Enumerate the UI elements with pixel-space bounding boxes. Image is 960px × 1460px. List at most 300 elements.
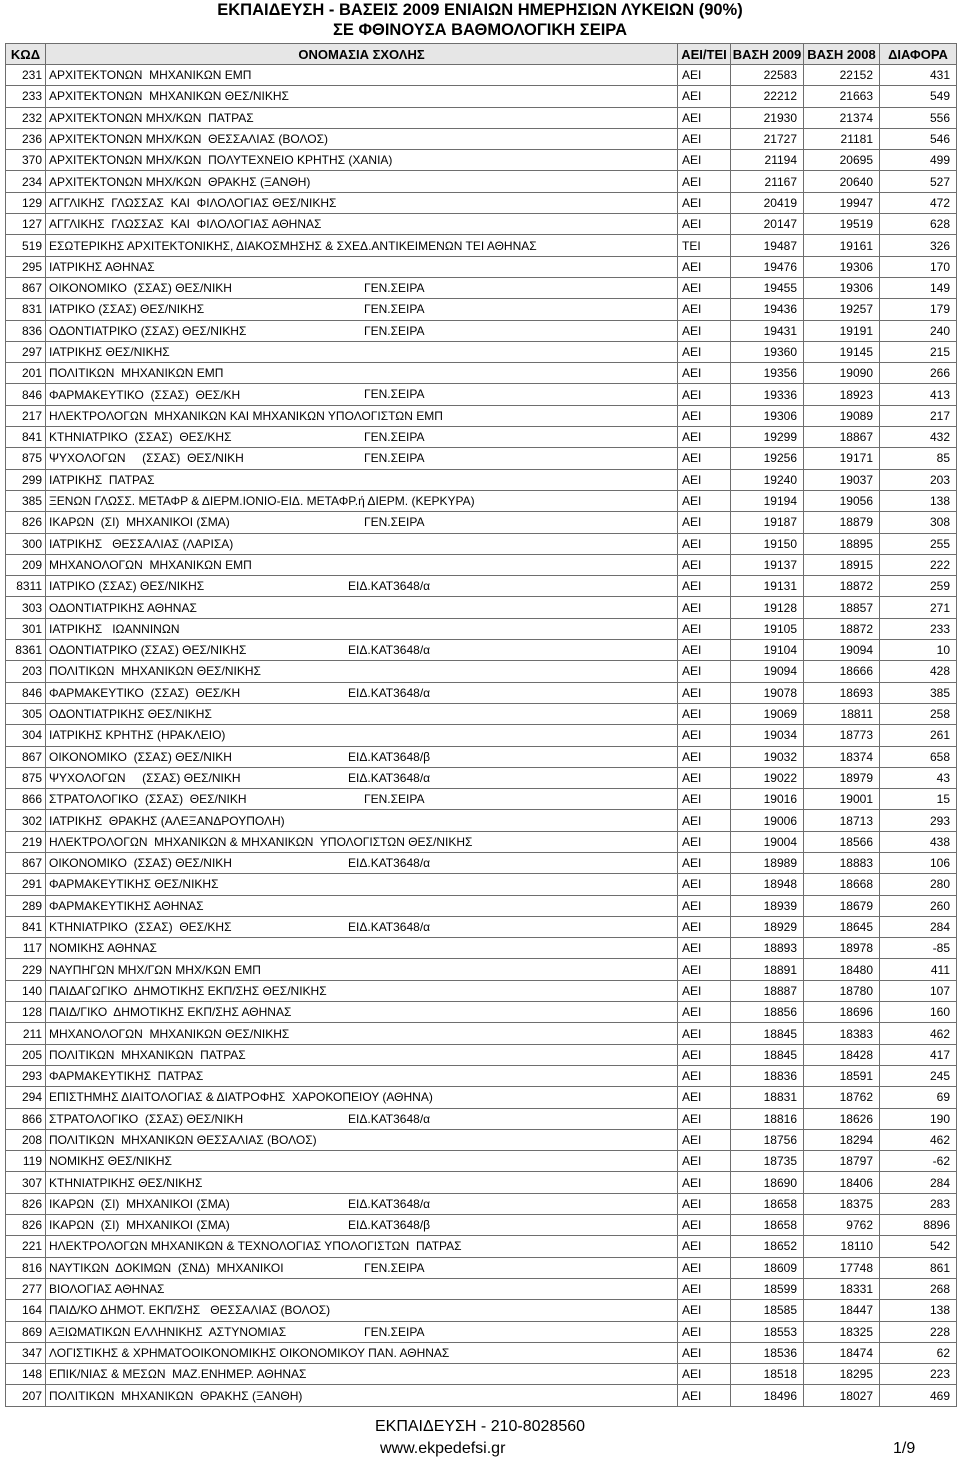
base-2009: 18929 [731, 916, 804, 937]
school-code: 148 [6, 1364, 46, 1385]
base-2009: 18599 [731, 1278, 804, 1299]
column-header-code: ΚΩΔ [6, 44, 46, 65]
institution-type: ΑΕΙ [678, 746, 731, 767]
school-code: 869 [6, 1321, 46, 1342]
base-2008: 18797 [804, 1151, 880, 1172]
base-2009: 19094 [731, 661, 804, 682]
institution-type: ΑΕΙ [678, 980, 731, 1001]
school-name: ΠΟΛΙΤΙΚΩΝ ΜΗΧΑΝΙΚΩΝ ΠΑΤΡΑΣ [49, 1047, 246, 1062]
difference: 107 [880, 980, 957, 1001]
school-name-cell [46, 1023, 678, 1044]
base-2009: 18989 [731, 852, 804, 873]
base-2008: 18895 [804, 533, 880, 554]
school-name-cell [46, 1129, 678, 1150]
table-row [6, 235, 957, 256]
school-name: ΚΤΗΝΙΑΤΡΙΚΗΣ ΘΕΣ/ΝΙΚΗΣ [49, 1175, 203, 1190]
school-code: 875 [6, 448, 46, 469]
base-2008: 18645 [804, 916, 880, 937]
table-row [6, 767, 957, 788]
school-name: ΛΟΓΙΣΤΙΚΗΣ & ΧΡΗΜΑΤΟΟΙΚΟΝΟΜΙΚΗΣ ΟΙΚΟΝΟΜΙΚΟΥ ΠΑΝ. ΑΘΗΝΑΣ [49, 1345, 450, 1360]
base-2009: 19128 [731, 597, 804, 618]
institution-type: ΑΕΙ [678, 427, 731, 448]
difference: 260 [880, 895, 957, 916]
table-row [6, 1023, 957, 1044]
table-row [6, 1151, 957, 1172]
school-code: 289 [6, 895, 46, 916]
school-code: 211 [6, 1023, 46, 1044]
school-name-cell [46, 1278, 678, 1299]
institution-type: ΑΕΙ [678, 852, 731, 873]
school-code: 300 [6, 533, 46, 554]
table-row [6, 789, 957, 810]
school-name: ΝΑΥΤΙΚΩΝ ΔΟΚΙΜΩΝ (ΣΝΔ) ΜΗΧΑΝΙΚΟΙ [49, 1260, 284, 1275]
table-row [6, 576, 957, 597]
institution-type: ΑΕΙ [678, 703, 731, 724]
institution-type: ΑΕΙ [678, 1023, 731, 1044]
difference: 428 [880, 661, 957, 682]
table-row [6, 192, 957, 213]
base-2008: 18294 [804, 1129, 880, 1150]
base-2008: 19947 [804, 192, 880, 213]
base-2008: 22152 [804, 65, 880, 86]
difference: 284 [880, 1172, 957, 1193]
difference: 472 [880, 192, 957, 213]
footer-phone: ΕΚΠΑΙΔΕΥΣΗ - 210-8028560 [374, 1418, 586, 1435]
school-name: ΙΑΤΡΙΚΗΣ ΘΡΑΚΗΣ (ΑΛΕΞΑΝΔΡΟΥΠΟΛΗ) [49, 813, 285, 828]
base-2008: 18979 [804, 767, 880, 788]
column-header-type: ΑΕΙ/ΤΕΙ [678, 44, 731, 65]
school-code: 867 [6, 852, 46, 873]
school-name: ΑΓΓΛΙΚΗΣ ΓΛΩΣΣΑΣ ΚΑΙ ΦΙΛΟΛΟΓΙΑΣ ΑΘΗΝΑΣ [49, 217, 322, 232]
base-2008: 18867 [804, 427, 880, 448]
school-name: ΚΤΗΝΙΑΤΡΙΚΟ (ΣΣΑΣ) ΘΕΣ/ΚΗΣ [49, 430, 232, 445]
admission-category-note: ΕΙΔ.ΚΑΤ3648/α [348, 855, 431, 870]
school-name-cell [46, 959, 678, 980]
table-row [6, 810, 957, 831]
school-code: 299 [6, 469, 46, 490]
base-2008: 21181 [804, 128, 880, 149]
difference: 462 [880, 1023, 957, 1044]
table-row [6, 65, 957, 86]
institution-type: ΑΕΙ [678, 448, 731, 469]
school-name-cell [46, 533, 678, 554]
school-name-cell [46, 661, 678, 682]
institution-type: ΑΕΙ [678, 469, 731, 490]
institution-type: ΑΕΙ [678, 86, 731, 107]
school-name-cell [46, 1065, 678, 1086]
school-name-cell [46, 852, 678, 873]
base-2009: 18939 [731, 895, 804, 916]
difference: 499 [880, 150, 957, 171]
base-2008: 19191 [804, 320, 880, 341]
school-name-cell [46, 1172, 678, 1193]
difference: 258 [880, 703, 957, 724]
difference: 138 [880, 490, 957, 511]
admission-category-note: ΓΕΝ.ΣΕΙΡΑ [364, 280, 425, 295]
page-title: ΕΚΠΑΙΔΕΥΣΗ - ΒΑΣΕΙΣ 2009 ΕΝΙΑΙΩΝ ΗΜΕΡΗΣΙΩΝ ΛΥΚΕΙΩΝ (90%) [217, 1, 743, 19]
school-name: ΟΙΚΟΝΟΜΙΚΟ (ΣΣΑΣ) ΘΕΣ/ΝΙΚΗ [49, 856, 232, 871]
school-name-cell [46, 916, 678, 937]
school-name: ΗΛΕΚΤΡΟΛΟΓΩΝ ΜΗΧΑΝΙΚΩΝ & ΤΕΧΝΟΛΟΓΙΑΣ ΥΠΟΛΟΓΙΣΤΩΝ ΠΑΤΡΑΣ [49, 1239, 462, 1254]
table-row [6, 427, 957, 448]
rankings-table [5, 43, 957, 1407]
base-2008: 19171 [804, 448, 880, 469]
institution-type: ΑΕΙ [678, 1300, 731, 1321]
institution-type: ΑΕΙ [678, 938, 731, 959]
school-code: 293 [6, 1065, 46, 1086]
school-name: ΜΗΧΑΝΟΛΟΓΩΝ ΜΗΧΑΝΙΚΩΝ ΘΕΣ/ΝΙΚΗΣ [49, 1026, 290, 1041]
difference: 10 [880, 640, 957, 661]
base-2008: 18110 [804, 1236, 880, 1257]
institution-type: ΑΕΙ [678, 192, 731, 213]
school-name: ΙΑΤΡΙΚΟ (ΣΣΑΣ) ΘΕΣ/ΝΙΚΗΣ [49, 302, 205, 317]
school-name: ΙΑΤΡΙΚΗΣ ΠΑΤΡΑΣ [49, 472, 155, 487]
table-body [6, 65, 957, 1407]
difference: 190 [880, 1108, 957, 1129]
school-code: 231 [6, 65, 46, 86]
institution-type: ΑΕΙ [678, 490, 731, 511]
difference: 283 [880, 1193, 957, 1214]
base-2009: 18893 [731, 938, 804, 959]
school-name-cell [46, 1215, 678, 1236]
base-2008: 18923 [804, 384, 880, 405]
base-2009: 18609 [731, 1257, 804, 1278]
base-2009: 19022 [731, 767, 804, 788]
difference: 261 [880, 725, 957, 746]
school-code: 841 [6, 427, 46, 448]
institution-type: ΑΕΙ [678, 299, 731, 320]
difference: 255 [880, 533, 957, 554]
table-row [6, 1172, 957, 1193]
base-2008: 19161 [804, 235, 880, 256]
school-name-cell [46, 618, 678, 639]
base-2009: 19356 [731, 363, 804, 384]
school-name-cell [46, 874, 678, 895]
school-name-cell [46, 341, 678, 362]
difference: 542 [880, 1236, 957, 1257]
school-name-cell [46, 1193, 678, 1214]
page-subtitle: ΣΕ ΦΘΙΝΟΥΣΑ ΒΑΘΜΟΛΟΓΙΚΗ ΣΕΙΡΑ [332, 21, 627, 39]
school-name-cell [46, 469, 678, 490]
column-header-base-2008: ΒΑΣΗ 2008 [804, 44, 880, 65]
school-name: ΚΤΗΝΙΑΤΡΙΚΟ (ΣΣΑΣ) ΘΕΣ/ΚΗΣ [49, 920, 232, 935]
table-row [6, 1342, 957, 1363]
institution-type: ΑΕΙ [678, 767, 731, 788]
base-2009: 18831 [731, 1087, 804, 1108]
base-2009: 21167 [731, 171, 804, 192]
base-2009: 19034 [731, 725, 804, 746]
school-name-cell [46, 299, 678, 320]
school-code: 208 [6, 1129, 46, 1150]
school-name-cell [46, 938, 678, 959]
school-name: ΗΛΕΚΤΡΟΛΟΓΩΝ ΜΗΧΑΝΙΚΩΝ & ΜΗΧΑΝΙΚΩΝ ΥΠΟΛΟΓΙΣΤΩΝ ΘΕΣ/ΝΙΚΗΣ [49, 834, 473, 849]
institution-type: ΑΕΙ [678, 512, 731, 533]
school-code: 219 [6, 831, 46, 852]
admission-category-note: ΓΕΝ.ΣΕΙΡΑ [364, 515, 425, 530]
table-row [6, 448, 957, 469]
table-row [6, 363, 957, 384]
school-name-cell [46, 405, 678, 426]
institution-type: ΑΕΙ [678, 363, 731, 384]
base-2009: 19487 [731, 235, 804, 256]
difference: 431 [880, 65, 957, 86]
school-name-cell [46, 65, 678, 86]
institution-type: ΑΕΙ [678, 128, 731, 149]
school-name: ΗΛΕΚΤΡΟΛΟΓΩΝ ΜΗΧΑΝΙΚΩΝ ΚΑΙ ΜΗΧΑΝΙΚΩΝ ΥΠΟΛΟΓΙΣΤΩΝ ΕΜΠ [49, 408, 443, 423]
school-name: ΙΑΤΡΙΚΗΣ ΘΕΣ/ΝΙΚΗΣ [49, 345, 170, 359]
difference: 170 [880, 256, 957, 277]
admission-category-note: ΓΕΝ.ΣΕΙΡΑ [364, 430, 425, 445]
base-2008: 18325 [804, 1321, 880, 1342]
school-code: 846 [6, 682, 46, 703]
difference: 308 [880, 512, 957, 533]
base-2008: 18668 [804, 874, 880, 895]
school-name-cell [46, 746, 678, 767]
base-2009: 19194 [731, 490, 804, 511]
school-name: ΙΚΑΡΩΝ (ΣΙ) ΜΗΧΑΝΙΚΟΙ (ΣΜΑ) [49, 1196, 230, 1211]
base-2009: 18887 [731, 980, 804, 1001]
institution-type: ΑΕΙ [678, 640, 731, 661]
school-name: ΙΑΤΡΙΚΗΣ ΚΡΗΤΗΣ (ΗΡΑΚΛΕΙΟ) [49, 728, 226, 743]
school-name: ΙΑΤΡΙΚΗΣ ΑΘΗΝΑΣ [49, 259, 155, 274]
school-name-cell [46, 725, 678, 746]
base-2009: 18658 [731, 1215, 804, 1236]
school-name-cell [46, 1300, 678, 1321]
school-name-cell [46, 1236, 678, 1257]
school-name-cell [46, 767, 678, 788]
base-2008: 19145 [804, 341, 880, 362]
school-name-cell [46, 86, 678, 107]
school-name: ΑΡΧΙΤΕΚΤΟΝΩΝ ΜΗΧ/ΚΩΝ ΠΑΤΡΑΣ [49, 110, 254, 125]
difference: 556 [880, 107, 957, 128]
institution-type: ΑΕΙ [678, 1087, 731, 1108]
table-row [6, 1215, 957, 1236]
school-code: 217 [6, 405, 46, 426]
school-code: 826 [6, 512, 46, 533]
base-2008: 21374 [804, 107, 880, 128]
school-name-cell [46, 1342, 678, 1363]
base-2008: 18857 [804, 597, 880, 618]
school-name: ΠΑΙΔ/ΓΙΚΟ ΔΗΜΟΤΙΚΗΣ ΕΚΠ/ΣΗΣ ΑΘΗΝΑΣ [49, 1005, 292, 1020]
difference: 160 [880, 1002, 957, 1023]
table-row [6, 640, 957, 661]
institution-type: ΑΕΙ [678, 597, 731, 618]
institution-type: ΑΕΙ [678, 150, 731, 171]
admission-category-note: ΕΙΔ.ΚΑΤ3648/α [348, 1196, 431, 1211]
admission-category-note: ΓΕΝ.ΣΕΙΡΑ [364, 302, 425, 317]
school-name-cell [46, 448, 678, 469]
base-2008: 18474 [804, 1342, 880, 1363]
institution-type: ΑΕΙ [678, 277, 731, 298]
base-2009: 18845 [731, 1023, 804, 1044]
base-2009: 19336 [731, 384, 804, 405]
difference: 222 [880, 554, 957, 575]
table-row [6, 1321, 957, 1342]
school-name-cell [46, 1044, 678, 1065]
table-row [6, 916, 957, 937]
base-2009: 18735 [731, 1151, 804, 1172]
school-code: 301 [6, 618, 46, 639]
institution-type: ΑΕΙ [678, 1172, 731, 1193]
institution-type: ΑΕΙ [678, 214, 731, 235]
difference: 149 [880, 277, 957, 298]
difference: 106 [880, 852, 957, 873]
difference: 245 [880, 1065, 957, 1086]
table-header-row [6, 44, 957, 65]
table-row [6, 1065, 957, 1086]
school-code: 347 [6, 1342, 46, 1363]
base-2008: 19519 [804, 214, 880, 235]
school-name: ΞΕΝΩΝ ΓΛΩΣΣ. ΜΕΤΑΦΡ & ΔΙΕΡΜ.ΙΟΝΙΟ-ΕΙΔ. ΜΕΤΑΦΡ.ή ΔΙΕΡΜ. (ΚΕΡΚΥΡΑ) [49, 494, 475, 509]
difference: 628 [880, 214, 957, 235]
base-2009: 18652 [731, 1236, 804, 1257]
school-name: ΟΔΟΝΤΙΑΤΡΙΚΟ (ΣΣΑΣ) ΘΕΣ/ΝΙΚΗΣ [49, 643, 247, 658]
table-row [6, 171, 957, 192]
institution-type: ΑΕΙ [678, 916, 731, 937]
table-row [6, 1108, 957, 1129]
school-name: ΦΑΡΜΑΚΕΥΤΙΚΟ (ΣΣΑΣ) ΘΕΣ/ΚΗ [49, 685, 241, 700]
institution-type: ΑΕΙ [678, 1215, 731, 1236]
institution-type: ΑΕΙ [678, 810, 731, 831]
school-code: 385 [6, 490, 46, 511]
school-code: 201 [6, 363, 46, 384]
base-2008: 18780 [804, 980, 880, 1001]
school-code: 127 [6, 214, 46, 235]
school-code: 826 [6, 1193, 46, 1214]
base-2008: 19306 [804, 256, 880, 277]
school-code: 128 [6, 1002, 46, 1023]
difference: 462 [880, 1129, 957, 1150]
base-2008: 18626 [804, 1108, 880, 1129]
school-name-cell [46, 1108, 678, 1129]
base-2009: 19137 [731, 554, 804, 575]
table-row [6, 1129, 957, 1150]
difference: 233 [880, 618, 957, 639]
school-name: ΙΑΤΡΙΚΗΣ ΙΩΑΝΝΙΝΩΝ [49, 621, 180, 636]
admission-category-note: ΕΙΔ.ΚΑΤ3648/α [348, 685, 431, 700]
school-name-cell [46, 320, 678, 341]
school-name: ΑΓΓΛΙΚΗΣ ΓΛΩΣΣΑΣ ΚΑΙ ΦΙΛΟΛΟΓΙΑΣ ΘΕΣ/ΝΙΚΗΣ [49, 195, 337, 210]
school-name-cell [46, 1321, 678, 1342]
school-name: ΝΟΜΙΚΗΣ ΑΘΗΝΑΣ [49, 941, 157, 956]
institution-type: ΑΕΙ [678, 1342, 731, 1363]
base-2008: 19306 [804, 277, 880, 298]
base-2009: 18496 [731, 1385, 804, 1406]
school-name-cell [46, 554, 678, 575]
base-2009: 18948 [731, 874, 804, 895]
base-2008: 18295 [804, 1364, 880, 1385]
base-2008: 18374 [804, 746, 880, 767]
school-name-cell [46, 192, 678, 213]
school-name: ΣΤΡΑΤΟΛΟΓΙΚΟ (ΣΣΑΣ) ΘΕΣ/ΝΙΚΗ [49, 792, 247, 807]
difference: 8896 [880, 1215, 957, 1236]
institution-type: ΑΕΙ [678, 1193, 731, 1214]
institution-type: ΑΕΙ [678, 1257, 731, 1278]
school-name-cell [46, 597, 678, 618]
base-2009: 18836 [731, 1065, 804, 1086]
institution-type: ΑΕΙ [678, 725, 731, 746]
school-code: 291 [6, 874, 46, 895]
school-code: 297 [6, 341, 46, 362]
base-2009: 19240 [731, 469, 804, 490]
base-2008: 18679 [804, 895, 880, 916]
school-name: ΑΡΧΙΤΕΚΤΟΝΩΝ ΜΗΧΑΝΙΚΩΝ ΘΕΣ/ΝΙΚΗΣ [49, 89, 289, 104]
base-2009: 19306 [731, 405, 804, 426]
table-row [6, 214, 957, 235]
page-number: 1/9 [893, 1440, 916, 1457]
school-name-cell [46, 1257, 678, 1278]
footer-website-link[interactable]: www.ekpedefsi.gr [380, 1440, 506, 1457]
institution-type: ΑΕΙ [678, 384, 731, 405]
base-2009: 19004 [731, 831, 804, 852]
table-row [6, 341, 957, 362]
admission-category-note: ΕΙΔ.ΚΑΤ3648/α [348, 770, 431, 785]
institution-type: ΑΕΙ [678, 1065, 731, 1086]
school-name: ΟΔΟΝΤΙΑΤΡΙΚΗΣ ΑΘΗΝΑΣ [49, 600, 197, 615]
institution-type: ΑΕΙ [678, 1278, 731, 1299]
base-2009: 19078 [731, 682, 804, 703]
base-2008: 18375 [804, 1193, 880, 1214]
school-code: 816 [6, 1257, 46, 1278]
school-name: ΙΚΑΡΩΝ (ΣΙ) ΜΗΧΑΝΙΚΟΙ (ΣΜΑ) [49, 515, 230, 530]
school-name: ΝΟΜΙΚΗΣ ΘΕΣ/ΝΙΚΗΣ [49, 1154, 172, 1169]
institution-type: ΑΕΙ [678, 874, 731, 895]
school-code: 841 [6, 916, 46, 937]
base-2008: 18915 [804, 554, 880, 575]
base-2008: 18480 [804, 959, 880, 980]
school-code: 205 [6, 1044, 46, 1065]
school-name: ΜΗΧΑΝΟΛΟΓΩΝ ΜΗΧΑΝΙΚΩΝ ΕΜΠ [49, 557, 252, 572]
institution-type: ΑΕΙ [678, 320, 731, 341]
base-2009: 19006 [731, 810, 804, 831]
table-row [6, 533, 957, 554]
institution-type: ΑΕΙ [678, 959, 731, 980]
difference: 215 [880, 341, 957, 362]
school-name: ΦΑΡΜΑΚΕΥΤΙΚΗΣ ΘΕΣ/ΝΙΚΗΣ [49, 877, 219, 892]
table-row [6, 512, 957, 533]
institution-type: ΑΕΙ [678, 171, 731, 192]
institution-type: ΑΕΙ [678, 789, 731, 810]
institution-type: ΑΕΙ [678, 1151, 731, 1172]
base-2008: 18406 [804, 1172, 880, 1193]
school-name: ΨΥΧΟΛΟΓΩΝ (ΣΣΑΣ) ΘΕΣ/ΝΙΚΗ [49, 451, 244, 466]
base-2009: 18891 [731, 959, 804, 980]
admission-category-note: ΓΕΝ.ΣΕΙΡΑ [364, 1324, 425, 1339]
school-name-cell [46, 682, 678, 703]
table-row [6, 320, 957, 341]
table-row [6, 703, 957, 724]
table-row [6, 895, 957, 916]
institution-type: ΑΕΙ [678, 256, 731, 277]
table-row [6, 384, 957, 405]
base-2008: 18872 [804, 576, 880, 597]
base-2008: 19001 [804, 789, 880, 810]
school-code: 846 [6, 384, 46, 405]
school-name: ΠΑΙΔ/ΚΟ ΔΗΜΟΤ. ΕΚΠ/ΣΗΣ ΘΕΣΣΑΛΙΑΣ (ΒΟΛΟΣ) [49, 1303, 331, 1318]
school-name-cell [46, 107, 678, 128]
institution-type: ΑΕΙ [678, 341, 731, 362]
difference: 15 [880, 789, 957, 810]
school-name-cell [46, 512, 678, 533]
school-name: ΑΞΙΩΜΑΤΙΚΩΝ ΕΛΛΗΝΙΚΗΣ ΑΣΤΥΝΟΜΙΑΣ [49, 1324, 287, 1339]
difference: 385 [880, 682, 957, 703]
admission-category-note: ΓΕΝ.ΣΕΙΡΑ [364, 387, 425, 402]
school-code: 305 [6, 703, 46, 724]
school-name-cell [46, 128, 678, 149]
institution-type: ΑΕΙ [678, 1108, 731, 1129]
table-row [6, 1364, 957, 1385]
school-name-cell [46, 980, 678, 1001]
